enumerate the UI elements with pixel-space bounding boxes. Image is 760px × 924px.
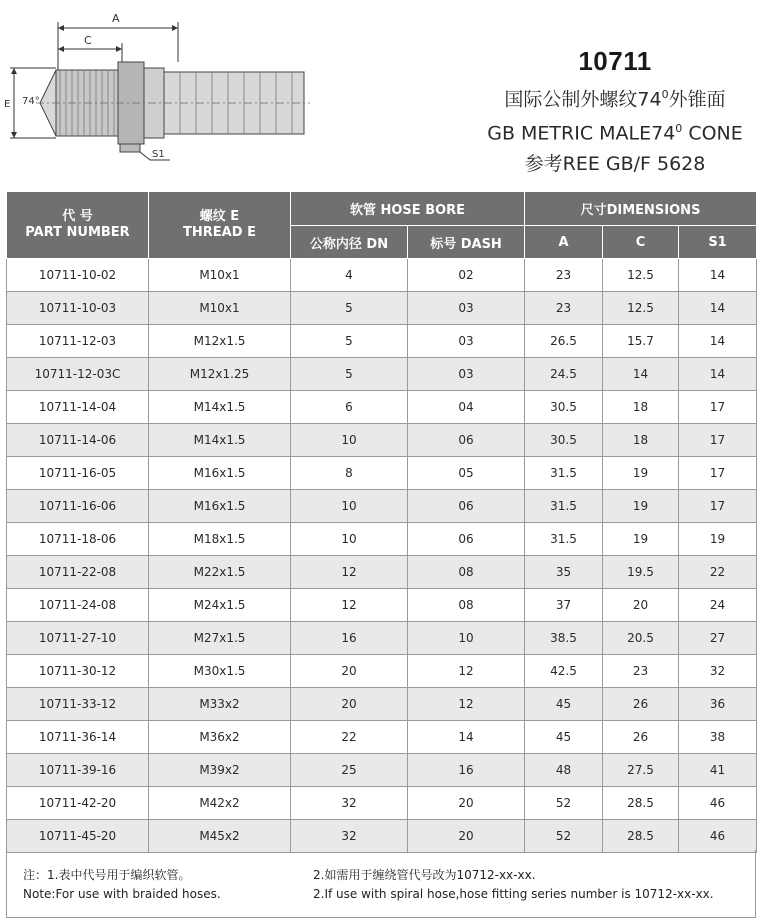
cell-s1: 14 — [679, 358, 757, 391]
cell-a: 30.5 — [525, 424, 603, 457]
cell-a: 45 — [525, 688, 603, 721]
header-thread: 螺纹 E THREAD E — [149, 192, 291, 259]
cell-c: 15.7 — [603, 325, 679, 358]
table-row — [7, 424, 757, 457]
cell-c: 18 — [603, 424, 679, 457]
cell-thread: M24x1.5 — [149, 589, 291, 622]
cell-dn: 10 — [291, 424, 408, 457]
table-row — [7, 259, 757, 292]
cell-part: 10711-10-03 — [7, 292, 149, 325]
cell-dash: 10 — [408, 622, 525, 655]
cell-s1: 17 — [679, 424, 757, 457]
header-hose-bore: 软管 HOSE BORE — [291, 192, 525, 226]
cell-c: 20.5 — [603, 622, 679, 655]
cell-a: 31.5 — [525, 523, 603, 556]
cell-s1: 46 — [679, 820, 757, 853]
cell-dn: 20 — [291, 688, 408, 721]
table-row — [7, 622, 757, 655]
cell-s1: 14 — [679, 259, 757, 292]
cell-s1: 17 — [679, 490, 757, 523]
cell-dash: 06 — [408, 424, 525, 457]
cell-a: 45 — [525, 721, 603, 754]
cell-a: 31.5 — [525, 490, 603, 523]
cell-c: 19 — [603, 457, 679, 490]
fitting-body — [36, 62, 310, 160]
cell-dash: 08 — [408, 589, 525, 622]
table-row — [7, 391, 757, 424]
cell-dn: 25 — [291, 754, 408, 787]
cell-part: 10711-30-12 — [7, 655, 149, 688]
cell-dn: 10 — [291, 490, 408, 523]
cell-s1: 38 — [679, 721, 757, 754]
cell-a: 30.5 — [525, 391, 603, 424]
cell-dn: 4 — [291, 259, 408, 292]
cell-part: 10711-14-04 — [7, 391, 149, 424]
cell-s1: 32 — [679, 655, 757, 688]
cell-c: 23 — [603, 655, 679, 688]
header-dn: 公称内径 DN — [291, 226, 408, 259]
cell-dash: 20 — [408, 787, 525, 820]
cell-part: 10711-39-16 — [7, 754, 149, 787]
cell-dash: 02 — [408, 259, 525, 292]
cell-dn: 10 — [291, 523, 408, 556]
notes-box — [6, 850, 756, 918]
cell-c: 19 — [603, 490, 679, 523]
cell-a: 37 — [525, 589, 603, 622]
cell-dn: 5 — [291, 292, 408, 325]
cell-c: 20 — [603, 589, 679, 622]
cell-part: 10711-45-20 — [7, 820, 149, 853]
cell-dn: 8 — [291, 457, 408, 490]
table-row — [7, 490, 757, 523]
cell-s1: 14 — [679, 292, 757, 325]
cell-c: 12.5 — [603, 259, 679, 292]
cell-part: 10711-12-03C — [7, 358, 149, 391]
label-e: E — [4, 99, 11, 110]
header-s1: S1 — [679, 226, 757, 259]
cell-thread: M39x2 — [149, 754, 291, 787]
table-row — [7, 754, 757, 787]
cell-part: 10711-27-10 — [7, 622, 149, 655]
cell-dash: 20 — [408, 820, 525, 853]
cell-part: 10711-42-20 — [7, 787, 149, 820]
cell-dash: 06 — [408, 490, 525, 523]
cell-part: 10711-22-08 — [7, 556, 149, 589]
note-1: 注：1.表中代号用于编织软管。 Note:For use with braided hoses. — [23, 868, 221, 901]
cell-c: 18 — [603, 391, 679, 424]
cell-c: 19 — [603, 523, 679, 556]
cell-thread: M16x1.5 — [149, 490, 291, 523]
cell-a: 31.5 — [525, 457, 603, 490]
cell-thread: M45x2 — [149, 820, 291, 853]
cell-dash: 12 — [408, 688, 525, 721]
table-row — [7, 589, 757, 622]
cell-a: 23 — [525, 259, 603, 292]
table-row — [7, 787, 757, 820]
header-c: C — [603, 226, 679, 259]
cell-c: 28.5 — [603, 820, 679, 853]
cell-a: 23 — [525, 292, 603, 325]
label-angle: 74° — [22, 96, 40, 107]
cell-s1: 17 — [679, 391, 757, 424]
cell-thread: M12x1.5 — [149, 325, 291, 358]
cell-part: 10711-12-03 — [7, 325, 149, 358]
cell-thread: M22x1.5 — [149, 556, 291, 589]
cell-part: 10711-33-12 — [7, 688, 149, 721]
header-dash: 标号 DASH — [408, 226, 525, 259]
title-block — [470, 46, 760, 176]
cell-s1: 27 — [679, 622, 757, 655]
cell-dn: 20 — [291, 655, 408, 688]
cell-c: 27.5 — [603, 754, 679, 787]
table-row — [7, 292, 757, 325]
cell-thread: M36x2 — [149, 721, 291, 754]
cell-a: 35 — [525, 556, 603, 589]
cell-dash: 06 — [408, 523, 525, 556]
cell-dash: 03 — [408, 325, 525, 358]
cell-part: 10711-24-08 — [7, 589, 149, 622]
cell-c: 14 — [603, 358, 679, 391]
title-en-line: GB METRIC $MALE74^0$ CONE — [487, 122, 743, 145]
cell-thread: M42x2 — [149, 787, 291, 820]
cell-a: 24.5 — [525, 358, 603, 391]
header-part-number: 代 号 PART NUMBER — [7, 192, 149, 259]
cell-dn: 5 — [291, 325, 408, 358]
cell-dn: 32 — [291, 787, 408, 820]
note-2: 2.如需用于缠绕管代号改为10712-xx-xx. 2.If use with spiral hose,hose fitting series number is 10712-xx-xx. — [313, 868, 714, 901]
cell-c: 26 — [603, 721, 679, 754]
header-a: A — [525, 226, 603, 259]
cell-dn: 6 — [291, 391, 408, 424]
cell-s1: 14 — [679, 325, 757, 358]
cell-thread: M18x1.5 — [149, 523, 291, 556]
cell-s1: 41 — [679, 754, 757, 787]
cell-s1: 36 — [679, 688, 757, 721]
cell-dash: 14 — [408, 721, 525, 754]
cell-dn: 12 — [291, 556, 408, 589]
cell-thread: M16x1.5 — [149, 457, 291, 490]
cell-thread: M30x1.5 — [149, 655, 291, 688]
table-row — [7, 688, 757, 721]
cell-dash: 03 — [408, 292, 525, 325]
part-number-title: 10711 — [578, 46, 652, 76]
cell-s1: 46 — [679, 787, 757, 820]
header-dimensions: 尺寸DIMENSIONS — [525, 192, 757, 226]
cell-thread: M14x1.5 — [149, 391, 291, 424]
table-row — [7, 556, 757, 589]
cell-a: 52 — [525, 787, 603, 820]
cell-a: 52 — [525, 820, 603, 853]
cell-thread: M14x1.5 — [149, 424, 291, 457]
cell-c: 28.5 — [603, 787, 679, 820]
spec-table-body — [7, 259, 757, 853]
cell-part: 10711-14-06 — [7, 424, 149, 457]
cell-dash: 04 — [408, 391, 525, 424]
spec-table — [6, 191, 757, 853]
table-row — [7, 358, 757, 391]
cell-part: 10711-36-14 — [7, 721, 149, 754]
cell-a: 48 — [525, 754, 603, 787]
table-row — [7, 523, 757, 556]
cell-s1: 22 — [679, 556, 757, 589]
cell-a: 26.5 — [525, 325, 603, 358]
cell-part: 10711-10-02 — [7, 259, 149, 292]
cell-s1: 17 — [679, 457, 757, 490]
cell-s1: 24 — [679, 589, 757, 622]
table-row — [7, 820, 757, 853]
cell-dn: 22 — [291, 721, 408, 754]
cell-c: 12.5 — [603, 292, 679, 325]
cell-dn: 12 — [291, 589, 408, 622]
table-row — [7, 325, 757, 358]
cell-part: 10711-18-06 — [7, 523, 149, 556]
cell-s1: 19 — [679, 523, 757, 556]
cell-thread: M27x1.5 — [149, 622, 291, 655]
cell-dash: 12 — [408, 655, 525, 688]
cell-c: 19.5 — [603, 556, 679, 589]
cell-a: 42.5 — [525, 655, 603, 688]
cell-thread: M33x2 — [149, 688, 291, 721]
cell-dn: 32 — [291, 820, 408, 853]
label-a: A — [112, 12, 120, 25]
cell-part: 10711-16-05 — [7, 457, 149, 490]
cell-dn: 16 — [291, 622, 408, 655]
cell-dn: 5 — [291, 358, 408, 391]
label-s1: S1 — [152, 149, 165, 160]
label-c: C — [84, 34, 92, 47]
cell-dash: 16 — [408, 754, 525, 787]
title-cn-line: 国际公制外螺纹$74^0$外锥面 — [504, 88, 726, 111]
cell-thread: M10x1 — [149, 292, 291, 325]
cell-dash: 08 — [408, 556, 525, 589]
cell-thread: M12x1.25 — [149, 358, 291, 391]
cell-dash: 05 — [408, 457, 525, 490]
table-row — [7, 655, 757, 688]
cell-thread: M10x1 — [149, 259, 291, 292]
cell-c: 26 — [603, 688, 679, 721]
table-row — [7, 721, 757, 754]
cell-part: 10711-16-06 — [7, 490, 149, 523]
cell-a: 38.5 — [525, 622, 603, 655]
table-row — [7, 457, 757, 490]
title-ref-line: 参考REE GB/F 5628 — [524, 152, 706, 175]
cell-dash: 03 — [408, 358, 525, 391]
fitting-drawing — [0, 0, 320, 180]
